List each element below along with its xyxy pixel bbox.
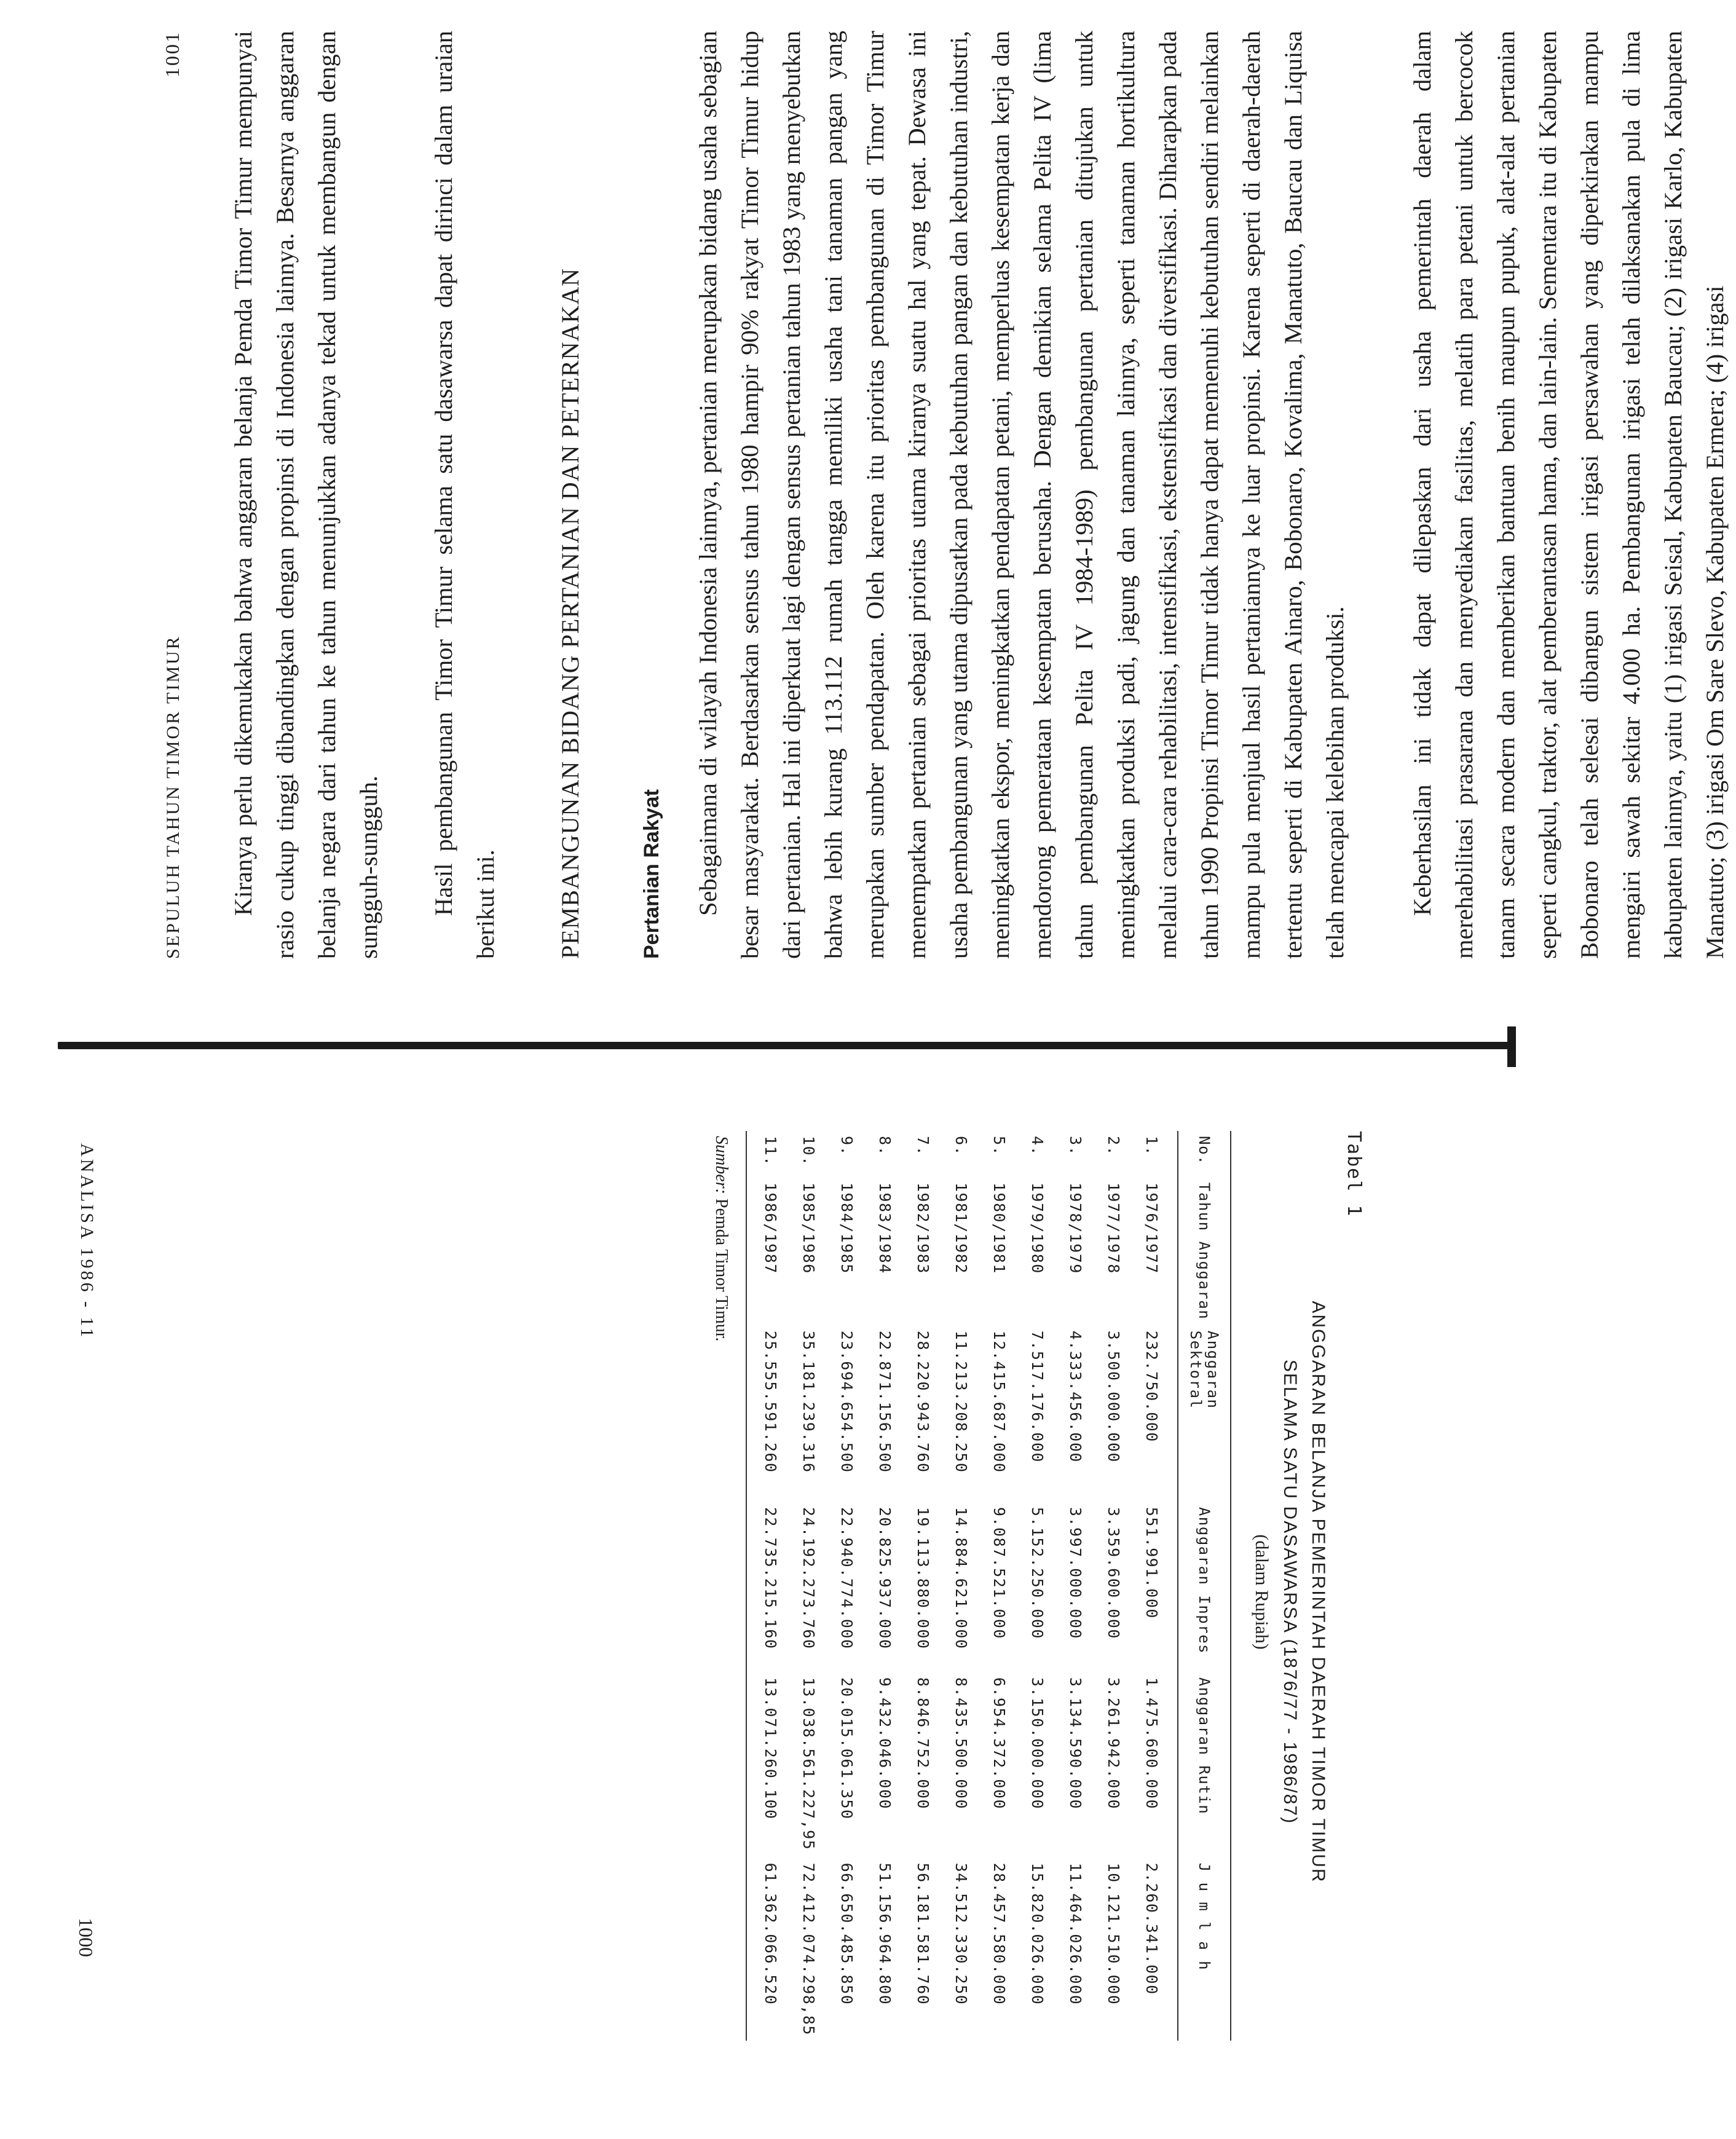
- intro-paragraph-1: Kiranya perlu dikemukakan bahwa anggaran belanja Pemda Timor Timur mempunyai rasio cukup tinggi dibandingkan dengan propinsi di Indonesia lainnya. Besarnya anggaran belanja negara dari tahun ke tahun menunjukkan adanya tekad untuk membangun dengan sungguh-sungguh.: [229, 31, 382, 959]
- cell-total: 51.156.964.800: [876, 1862, 894, 2006]
- cell-routine: 3.134.590.000: [1067, 1677, 1085, 1810]
- cell-total: 61.362.066.520: [762, 1862, 780, 2006]
- cell-routine: 6.954.372.000: [990, 1677, 1009, 1810]
- right-page: [161, 31, 1729, 959]
- page-number-left: 1000: [75, 1918, 97, 1957]
- cell-no: 2.: [1105, 1136, 1123, 1157]
- body-paragraph-1: Sebagaimana di wilayah Indonesia lainnya, pertanian merupakan bidang usaha sebagian besar masyarakat. Berdasarkan sensus tahun 1980 hampir 90% rakyat Timor Timur hidup dari pertanian. Hal ini diperkuat lagi dengan sensus pertanian tahun 1983 yang menyebutkan bahwa lebih kurang 113.112 rumah tangga memiliki usaha tani tanaman pangan yang merupakan sumber pendapatan. Oleh karena itu prioritas pembangunan di Timor Timur menempatkan pertanian sebagai prioritas utama kiranya suatu hal yang tepat. Dewasa ini usaha pembangunan yang utama dipusatkan pada kebutuhan pangan dan kebutuhan industri, meningkatkan ekspor, meningkatkan pendapatan petani, memperluas kesempatan kerja dan mendorong pemerataan kesempatan berusaha. Dengan demikian selama Pelita IV (lima tahun pembangunan Pelita IV 1984-1989) pembangunan pertanian ditujukan untuk meningkatkan produksi padi, jagung dan tanaman lainnya, seperti tanaman hortikultura melalui cara-cara rehabilitasi, intensifikasi, ekstensifikasi dan diversifikasi. Diharapkan pada tahun 1990 Propinsi Timor Timur tidak hanya dapat memenuhi kebutuhan sendiri melainkan mampu pula menjual hasil pertaniannya ke luar propinsi. Karena seperti di daerah-daerah tertentu seperti di Kabupaten Ainaro, Bobonaro, Kovalima, Manatuto, Baucau dan Liquisa telah mencapai kelebihan produksi.: [694, 31, 1349, 959]
- page-divider: [58, 1042, 1516, 1049]
- table-row: [828, 1131, 866, 2041]
- cell-total: 10.121.510.000: [1105, 1862, 1123, 2006]
- cell-sectoral: 11.213.208.250: [952, 1330, 971, 1473]
- cell-year: 1978/1979: [1067, 1182, 1085, 1274]
- cell-year: 1984/1985: [838, 1182, 856, 1274]
- header-no: No.: [1196, 1136, 1213, 1165]
- cell-inpres: 19.113.880.000: [914, 1507, 933, 1650]
- cell-inpres: 9.087.521.000: [990, 1507, 1009, 1640]
- cell-inpres: 3.359.600.000: [1105, 1507, 1123, 1640]
- cell-year: 1985/1986: [800, 1182, 818, 1274]
- body-paragraph-2: Keberhasilan ini tidak dapat dilepaskan dari usaha pemerintah daerah dalam merehabilitasi prasarana dan menyediakan fasilitas, melatih para petani untuk bercocok tanam secara modern dan memberikan bantuan benih maupun pupuk, alat-alat pertanian seperti cangkul, traktor, alat pemberantasan hama, dan lain-lain. Sementara itu di Kabupaten Bobonaro telah selesai dibangun sistem irigasi persawahan yang diperkirakan mampu mengairi sawah sekitar 4.000 ha. Pembangunan irigasi telah dilaksanakan pula di lima kabupaten lainnya, yaitu (1) irigasi Seisal, Kabupaten Baucau; (2) irigasi Karlo, Kabupaten Manatuto; (3) irigasi Om Sare Slevo, Kabupaten Ermera; (4) irigasi: [1408, 31, 1729, 959]
- cell-sectoral: 23.694.654.500: [838, 1330, 856, 1473]
- header-routine: Anggaran Rutin: [1196, 1677, 1213, 1815]
- cell-sectoral: 7.517.176.000: [1028, 1330, 1047, 1463]
- running-head-right: SEPULUH TAHUN TIMOR TIMUR: [163, 635, 183, 959]
- table-row: [942, 1131, 980, 2041]
- cell-sectoral: 28.220.943.760: [914, 1330, 933, 1473]
- cell-total: 2.260.341.000: [1143, 1862, 1161, 1995]
- cell-no: 10.: [800, 1136, 818, 1167]
- page-divider-end: [1507, 1026, 1516, 1067]
- cell-sectoral: 35.181.239.316: [800, 1330, 818, 1473]
- cell-routine: 13.071.260.100: [762, 1677, 780, 1820]
- cell-year: 1980/1981: [990, 1182, 1009, 1274]
- table-row: [1019, 1131, 1057, 2041]
- cell-inpres: 551.991.000: [1143, 1507, 1161, 1619]
- cell-routine: 3.150.000.000: [1028, 1677, 1047, 1810]
- cell-no: 4.: [1028, 1136, 1047, 1157]
- cell-no: 7.: [914, 1136, 933, 1157]
- header-total: J u m l a h: [1196, 1862, 1213, 1971]
- cell-inpres: 22.735.215.160: [762, 1507, 780, 1650]
- cell-no: 8.: [876, 1136, 894, 1157]
- cell-year: 1976/1977: [1143, 1182, 1161, 1274]
- cell-inpres: 24.192.273.760: [800, 1507, 818, 1650]
- cell-total: 72.412.074.298,85: [800, 1862, 818, 2036]
- cell-routine: 1.475.600.000: [1143, 1677, 1161, 1810]
- table-row: [790, 1131, 828, 2041]
- header-sectoral: Anggaran Sektoral: [1187, 1330, 1221, 1409]
- cell-year: 1977/1978: [1105, 1182, 1123, 1274]
- intro-paragraph-2: Hasil pembangunan Timor Timur selama satu dasawarsa dapat dirinci dalam uraian berikut ini.: [430, 31, 499, 959]
- cell-sectoral: 25.555.591.260: [762, 1330, 780, 1473]
- table-label: Tabel 1: [1343, 1131, 1365, 1218]
- table-unit: (dalam Rupiah): [1252, 1534, 1272, 1650]
- cell-no: 1.: [1143, 1136, 1161, 1157]
- table-row: [904, 1131, 942, 2041]
- cell-total: 28.457.580.000: [990, 1862, 1009, 2006]
- table-title-line-2: SELAMA SATU DASAWARSA (1876/77 - 1986/87): [1280, 1359, 1300, 1825]
- cell-no: 11.: [762, 1136, 780, 1167]
- cell-no: 5.: [990, 1136, 1009, 1157]
- cell-year: 1983/1984: [876, 1182, 894, 1274]
- table-row: [866, 1131, 904, 2041]
- cell-total: 56.181.581.760: [914, 1862, 933, 2006]
- cell-routine: 8.435.500.000: [952, 1677, 971, 1810]
- table-row: [980, 1131, 1019, 2041]
- cell-sectoral: 4.333.456.000: [1067, 1330, 1085, 1463]
- table-title-line-1: ANGGARAN BELANJA PEMERINTAH DAERAH TIMOR TIMUR: [1308, 1301, 1328, 1883]
- running-head-left: ANALISA 1986 - 11: [77, 1143, 97, 1340]
- cell-sectoral: 3.500.000.000: [1105, 1330, 1123, 1463]
- source-text: Pemda Timor Timur.: [712, 1198, 731, 1342]
- source-label: Sumber:: [712, 1136, 731, 1194]
- cell-routine: 9.432.046.000: [876, 1677, 894, 1810]
- cell-routine: 20.015.061.350: [838, 1677, 856, 1820]
- cell-total: 15.820.026.000: [1028, 1862, 1047, 2006]
- budget-table: [746, 1131, 1231, 2041]
- table-body: [746, 1131, 1178, 2041]
- cell-year: 1979/1980: [1028, 1182, 1047, 1274]
- cell-routine: 3.261.942.000: [1105, 1677, 1123, 1810]
- table-source: [711, 1136, 731, 2053]
- cell-inpres: 5.152.250.000: [1028, 1507, 1047, 1640]
- cell-inpres: 20.825.937.000: [876, 1507, 894, 1650]
- table-row: [1133, 1131, 1178, 2041]
- table-row: [746, 1131, 790, 2041]
- table-row: [1095, 1131, 1133, 2041]
- cell-no: 6.: [952, 1136, 971, 1157]
- page-number-right: 1001: [161, 31, 183, 77]
- cell-no: 3.: [1067, 1136, 1085, 1157]
- cell-year: 1982/1983: [914, 1182, 933, 1274]
- cell-inpres: 22.940.774.000: [838, 1507, 856, 1650]
- cell-no: 9.: [838, 1136, 856, 1157]
- cell-routine: 13.038.561.227,95: [800, 1677, 818, 1851]
- right-page-header: [161, 31, 198, 959]
- cell-sectoral: 12.415.687.000: [990, 1330, 1009, 1473]
- cell-year: 1986/1987: [762, 1182, 780, 1274]
- cell-sectoral: 232.750.000: [1143, 1330, 1161, 1443]
- cell-routine: 8.846.752.000: [914, 1677, 933, 1810]
- subheading: Pertanian Rakyat: [640, 789, 663, 959]
- cell-year: 1981/1982: [952, 1182, 971, 1274]
- cell-sectoral: 22.871.156.500: [876, 1330, 894, 1473]
- header-year: Tahun Anggaran: [1196, 1182, 1213, 1320]
- header-inpres: Anggaran Inpres: [1196, 1507, 1213, 1655]
- cell-total: 11.464.026.000: [1067, 1862, 1085, 2006]
- cell-total: 34.512.330.250: [952, 1862, 971, 2006]
- section-heading: PEMBANGUNAN BIDANG PERTANIAN DAN PETERNAKAN: [556, 267, 584, 959]
- cell-total: 66.650.485.850: [838, 1862, 856, 2006]
- cell-inpres: 14.884.621.000: [952, 1507, 971, 1650]
- left-page-table-area: [160, 1131, 1365, 2053]
- table-header-row: [1178, 1131, 1231, 2041]
- cell-inpres: 3.997.000.000: [1067, 1507, 1085, 1640]
- table-row: [1057, 1131, 1095, 2041]
